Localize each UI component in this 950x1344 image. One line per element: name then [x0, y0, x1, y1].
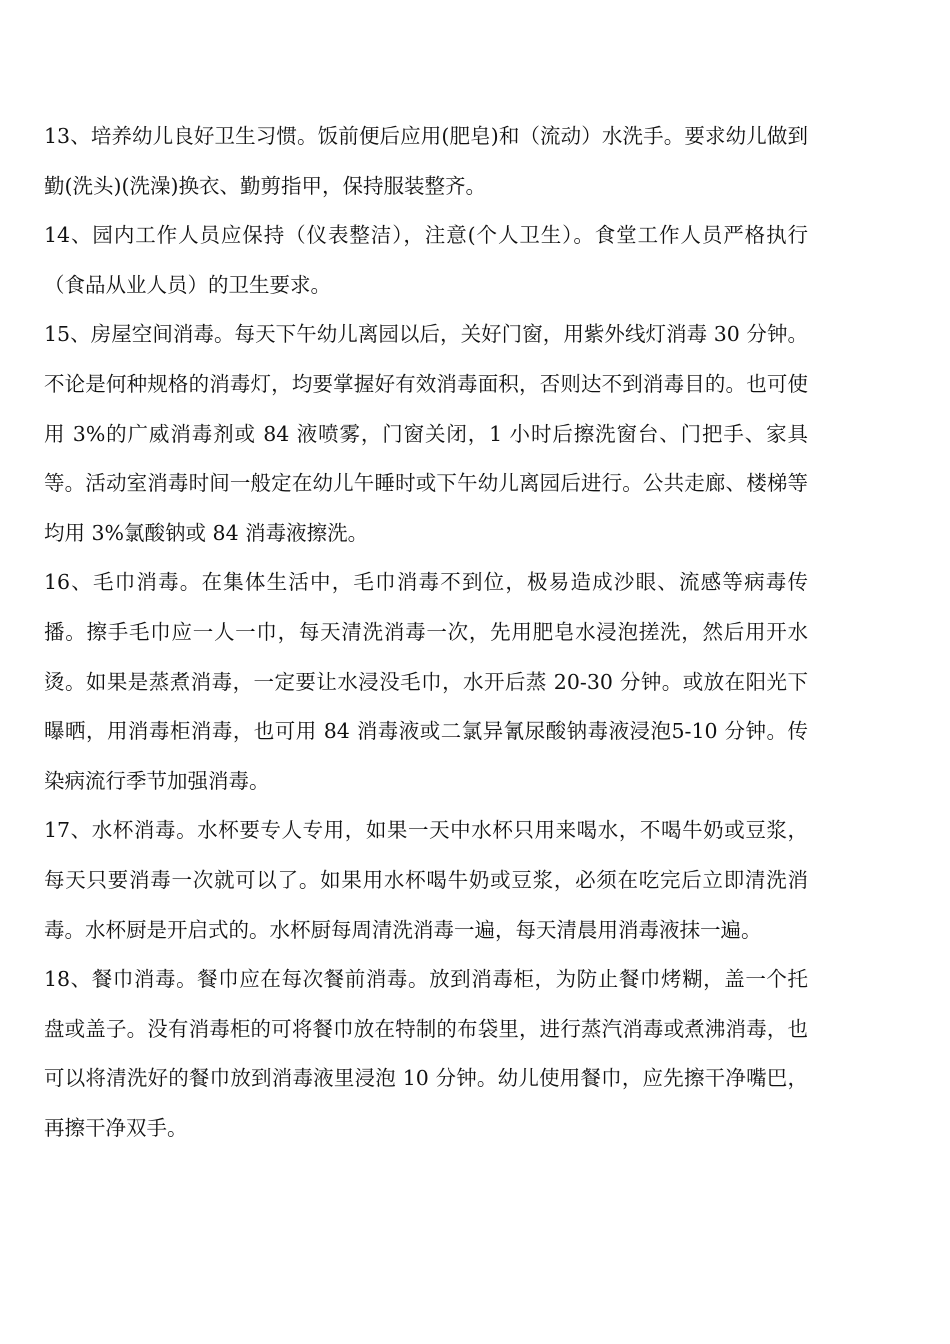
paragraph-16-towel-disinfection: 16、毛巾消毒。在集体生活中，毛巾消毒不到位，极易造成沙眼、流感等病毒传播。擦手毛巾应一人一巾，每天清洗消毒一次，先用肥皂水浸泡搓洗，然后用开水烫。如果是蒸煮消毒，一定要让水浸没毛巾，水开后蒸 20-30 分钟。或放在阳光下曝晒，用消毒柜消毒，也可用 84 消毒液或二氯异氰尿酸钠毒液浸泡5-10 分钟。传染病流行季节加强消毒。 — [44, 570, 808, 793]
paragraph-13-handwashing: 13、培养幼儿良好卫生习惯。饭前便后应用(肥皂)和（流动）水洗手。要求幼儿做到勤(洗头)(洗澡)换衣、勤剪指甲，保持服装整齐。 — [44, 124, 808, 198]
paragraph-14-staff-hygiene: 14、园内工作人员应保持（仪表整洁），注意(个人卫生）。食堂工作人员严格执行（食品从业人员）的卫生要求。 — [44, 223, 808, 297]
paragraph-17-cup-disinfection: 17、水杯消毒。水杯要专人专用，如果一天中水杯只用来喝水，不喝牛奶或豆浆，每天只要消毒一次就可以了。如果用水杯喝牛奶或豆浆，必须在吃完后立即清洗消毒。水杯厨是开启式的。水杯厨每周清洗消毒一遍，每天清晨用消毒液抹一遍。 — [44, 818, 808, 942]
document-body — [44, 112, 808, 1153]
paragraph-15-room-disinfection: 15、房屋空间消毒。每天下午幼儿离园以后，关好门窗，用紫外线灯消毒 30 分钟。不论是何种规格的消毒灯，均要掌握好有效消毒面积，否则达不到消毒目的。也可使用 3%的广威消毒剂或 84 液喷雾，门窗关闭，1 小时后擦洗窗台、门把手、家具等。活动室消毒时间一般定在幼儿午睡时或下午幼儿离园后进行。公共走廊、楼梯等均用 3%氯酸钠或 84 消毒液擦洗。 — [44, 322, 808, 545]
paragraph-18-napkin-disinfection: 18、餐巾消毒。餐巾应在每次餐前消毒。放到消毒柜，为防止餐巾烤糊，盖一个托盘或盖子。没有消毒柜的可将餐巾放在特制的布袋里，进行蒸汽消毒或煮沸消毒，也可以将清洗好的餐巾放到消毒液里浸泡 10 分钟。幼儿使用餐巾，应先擦干净嘴巴，再擦干净双手。 — [44, 967, 808, 1140]
